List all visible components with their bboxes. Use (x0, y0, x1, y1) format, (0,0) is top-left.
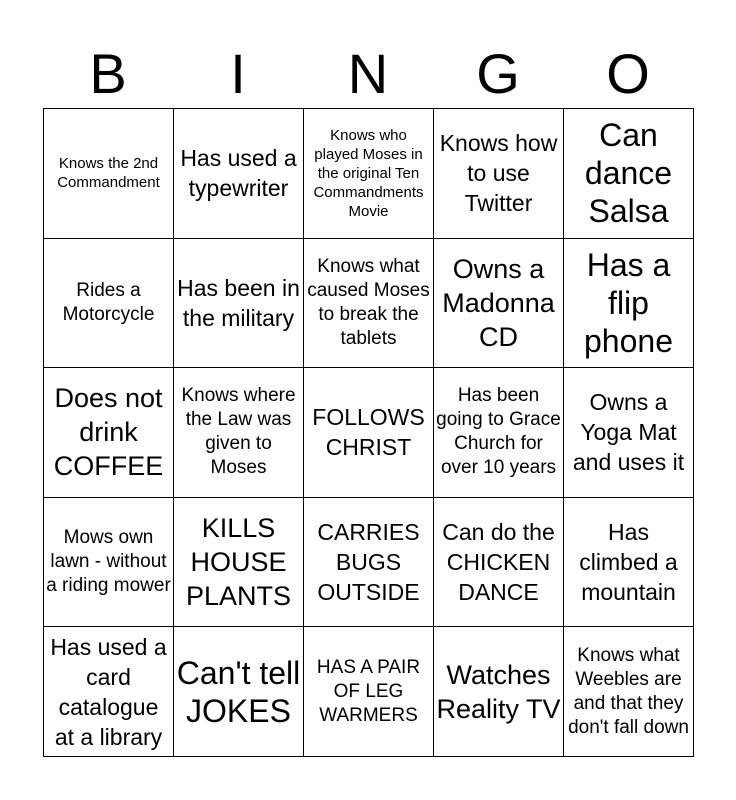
cell-text: Can dance Salsa (584, 117, 673, 230)
cell-text: Knows what Weebles are and that they don't fall down (568, 644, 689, 738)
cell-text: Can't tell JOKES (176, 654, 301, 729)
cell-text: Has been going to Grace Church for over 10 years (436, 385, 561, 479)
bingo-cell[interactable] (44, 627, 174, 757)
bingo-cell[interactable] (44, 239, 174, 369)
bingo-cell[interactable] (44, 498, 174, 628)
bingo-cell[interactable] (564, 498, 694, 628)
cell-text: Has a flip phone (584, 246, 673, 359)
cell-text: FOLLOWS CHRIST (312, 404, 425, 461)
header-letter-b: B (89, 42, 127, 105)
bingo-cell[interactable] (434, 627, 564, 757)
cell-text: CARRIES BUGS OUTSIDE (317, 519, 420, 606)
bingo-cell[interactable] (174, 498, 304, 628)
bingo-cell[interactable] (174, 109, 304, 239)
header-letter-n: N (347, 42, 389, 105)
bingo-cell[interactable] (304, 239, 434, 369)
bingo-cell[interactable] (44, 368, 174, 498)
cell-text: Owns a Yoga Mat and uses it (572, 389, 685, 476)
bingo-cell[interactable] (304, 627, 434, 757)
cell-text: Rides a Motorcycle (62, 279, 155, 325)
cell-text: HAS A PAIR OF LEG WARMERS (316, 656, 421, 726)
bingo-cell[interactable] (434, 109, 564, 239)
cell-text: Owns a Madonna CD (442, 253, 555, 352)
bingo-cell[interactable] (434, 239, 564, 369)
bingo-cell[interactable] (304, 109, 434, 239)
cell-text: Knows where the Law was given to Moses (181, 385, 296, 479)
cell-text: Knows how to use Twitter (439, 130, 558, 217)
cell-text: Has climbed a mountain (579, 519, 678, 606)
bingo-header (43, 40, 693, 108)
cell-text: Watches Reality TV (436, 659, 561, 724)
bingo-cell[interactable] (434, 368, 564, 498)
cell-text: KILLS HOUSE PLANTS (185, 513, 292, 612)
bingo-cell[interactable] (304, 368, 434, 498)
cell-text: Has been in the military (177, 274, 300, 331)
bingo-cell[interactable] (44, 109, 174, 239)
cell-text: Knows what caused Moses to break the tablets (307, 255, 430, 349)
bingo-cell[interactable] (564, 109, 694, 239)
bingo-cell[interactable] (304, 498, 434, 628)
bingo-cell[interactable] (564, 239, 694, 369)
cell-text: Can do the CHICKEN DANCE (442, 519, 555, 606)
cell-text: Does not drink COFFEE (53, 383, 164, 482)
cell-text: Knows who played Moses in the original Ten Commandments Movie (313, 126, 424, 220)
header-letter-g: G (476, 42, 520, 105)
bingo-cell[interactable] (564, 627, 694, 757)
bingo-cell[interactable] (174, 368, 304, 498)
cell-text: Has used a card catalogue at a library (50, 633, 167, 750)
cell-text: Knows the 2nd Commandment (57, 155, 160, 192)
header-letter-o: O (606, 42, 650, 105)
bingo-cell[interactable] (174, 627, 304, 757)
bingo-card (43, 108, 694, 757)
header-letter-i: I (230, 42, 246, 105)
bingo-cell[interactable] (434, 498, 564, 628)
cell-text: Has used a typewriter (180, 145, 297, 202)
bingo-cell[interactable] (174, 239, 304, 369)
bingo-cell[interactable] (564, 368, 694, 498)
cell-text: Mows own lawn - without a riding mower (46, 527, 171, 597)
